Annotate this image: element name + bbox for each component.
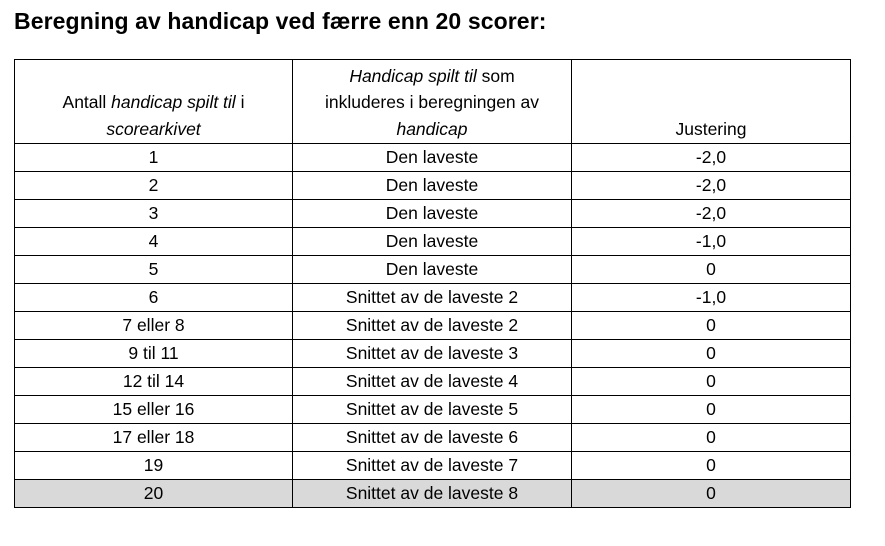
- table-row: [15, 424, 851, 452]
- table-header-row: [15, 60, 851, 144]
- cell-inkluderes: Den laveste: [293, 172, 572, 200]
- cell-inkluderes: Snittet av de laveste 4: [293, 368, 572, 396]
- cell-antall: 9 til 11: [15, 340, 293, 368]
- cell-antall: 4: [15, 228, 293, 256]
- cell-justering: 0: [572, 256, 851, 284]
- cell-inkluderes: Snittet av de laveste 3: [293, 340, 572, 368]
- table-row: [15, 368, 851, 396]
- header-antall: Antall handicap spilt til i scorearkivet: [15, 60, 293, 144]
- table-body: [15, 144, 851, 508]
- cell-justering: -2,0: [572, 144, 851, 172]
- table-row: [15, 340, 851, 368]
- cell-inkluderes: Snittet av de laveste 7: [293, 452, 572, 480]
- cell-antall: 17 eller 18: [15, 424, 293, 452]
- handicap-table: [14, 59, 851, 508]
- cell-inkluderes: Den laveste: [293, 256, 572, 284]
- cell-inkluderes: Den laveste: [293, 228, 572, 256]
- cell-justering: 0: [572, 480, 851, 508]
- cell-justering: -2,0: [572, 172, 851, 200]
- cell-antall: 2: [15, 172, 293, 200]
- table-row: [15, 480, 851, 508]
- table-row: [15, 452, 851, 480]
- table-row: [15, 256, 851, 284]
- cell-inkluderes: Snittet av de laveste 2: [293, 312, 572, 340]
- table-row: [15, 396, 851, 424]
- cell-justering: 0: [572, 452, 851, 480]
- cell-justering: -1,0: [572, 228, 851, 256]
- table-row: [15, 312, 851, 340]
- table-row: [15, 284, 851, 312]
- cell-inkluderes: Snittet av de laveste 8: [293, 480, 572, 508]
- table-row: [15, 144, 851, 172]
- table-row: [15, 200, 851, 228]
- cell-inkluderes: Den laveste: [293, 200, 572, 228]
- cell-justering: 0: [572, 312, 851, 340]
- cell-antall: 7 eller 8: [15, 312, 293, 340]
- cell-antall: 6: [15, 284, 293, 312]
- table-row: [15, 228, 851, 256]
- cell-justering: -1,0: [572, 284, 851, 312]
- page-title: Beregning av handicap ved færre enn 20 scorer:: [14, 8, 547, 34]
- cell-antall: 12 til 14: [15, 368, 293, 396]
- cell-antall: 3: [15, 200, 293, 228]
- cell-inkluderes: Snittet av de laveste 5: [293, 396, 572, 424]
- cell-antall: 19: [15, 452, 293, 480]
- cell-antall: 15 eller 16: [15, 396, 293, 424]
- cell-justering: 0: [572, 424, 851, 452]
- cell-antall: 5: [15, 256, 293, 284]
- header-inkluderes: Handicap spilt til som inkluderes i beregningen av handicap: [293, 60, 572, 144]
- cell-inkluderes: Snittet av de laveste 2: [293, 284, 572, 312]
- cell-justering: 0: [572, 396, 851, 424]
- cell-justering: 0: [572, 340, 851, 368]
- cell-justering: 0: [572, 368, 851, 396]
- table-row: [15, 172, 851, 200]
- cell-justering: -2,0: [572, 200, 851, 228]
- header-justering: Justering: [572, 60, 851, 144]
- cell-inkluderes: Den laveste: [293, 144, 572, 172]
- cell-antall: 20: [15, 480, 293, 508]
- cell-antall: 1: [15, 144, 293, 172]
- cell-inkluderes: Snittet av de laveste 6: [293, 424, 572, 452]
